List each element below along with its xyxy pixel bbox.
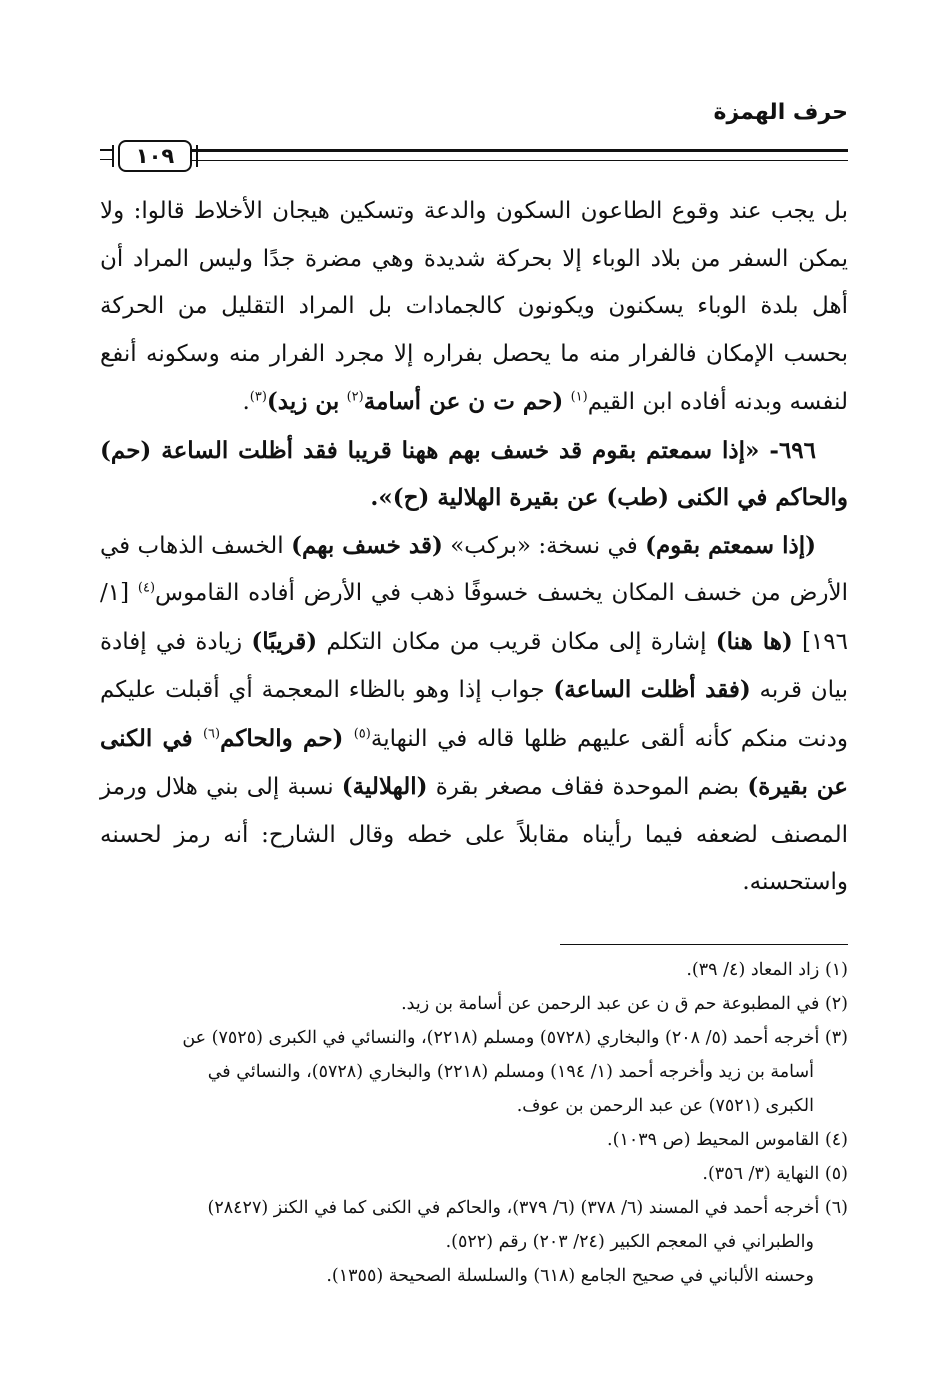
quoted-phrase: (إذا سمعتم بقوم) (645, 531, 817, 559)
header-rule-left-tick (100, 149, 112, 160)
footnote-3-continued: أسامة بن زيد وأخرجه أحمد (١/ ١٩٤) ومسلم (٢٢١٨) والبخاري (٥٧٢٨)، والنسائي في (207, 1062, 814, 1082)
running-title: حرف الهمزة (713, 100, 848, 125)
paragraph-hadith-commentary (100, 522, 848, 907)
source-citation: (حم والحاكم (220, 724, 354, 752)
main-text (100, 188, 848, 907)
footnote-separator (560, 944, 848, 945)
source-citation-end: في الكنى عن بقيرة) (100, 724, 848, 800)
footnote-ref-3[interactable]: (٣) (249, 389, 267, 405)
source-citation: (حم ت ن عن أسامة (363, 388, 564, 415)
footnote-1: (١) زاد المعاد (٤/ ٣٩). (686, 960, 848, 980)
text-run: بضم الموحدة فقاف مصغر بقرة (427, 774, 748, 800)
footnote-ref-4[interactable]: (٤) (137, 580, 156, 596)
footnote-ref-5[interactable]: (٥) (353, 725, 371, 741)
footnote-ref-6[interactable]: (٦) (202, 725, 221, 741)
page-number: ١٠٩ (118, 140, 192, 172)
period: . (242, 389, 250, 415)
text-run: نسبة إلى بني هلال ورمز المصنف لضعفه فيما رأيناه مقابلاً على خطه وقال الشارح: أنه رمز لحسنه واستحسنه. (100, 774, 848, 895)
header-double-rule (192, 149, 848, 161)
footnote-2: (٢) في المطبوعة حم ق ن عن عبد الرحمن عن أسامة بن زيد. (401, 994, 848, 1014)
text-run: في نسخة: «بركب» (442, 532, 646, 559)
quoted-phrase: (ها هنا) (715, 627, 793, 655)
footnote-3-continued: الكبرى (٧٥٢١) عن عبد الرحمن بن عوف. (516, 1096, 814, 1116)
quoted-phrase: (قريبًا) (251, 627, 318, 655)
text-run: إشارة إلى مكان قريب من مكان التكلم (317, 628, 716, 655)
quoted-phrase: (الهلالية) (341, 773, 428, 800)
header-rule (100, 140, 848, 170)
text-run: [١/ ١٩٦] (100, 580, 848, 655)
text-line: بحسب الإمكان فالفرار منه ما يحصل بفراره إلا مجرد الفرار منه وسكونه أنفع (100, 340, 848, 367)
footnote-6-continued: والطبراني في المعجم الكبير (٢٤/ ٢٠٣) رقم (٥٢٢). (445, 1232, 814, 1252)
footnote-6: (٦) أخرجه أحمد في المسند (٦/ ٣٧٨) (٦/ ٣٧٩)، والحاكم في الكنى كما في الكنز (٢٨٤٢٧) (207, 1198, 848, 1218)
footnote-ref-1[interactable]: (١) (570, 389, 588, 405)
footnote-ref-2[interactable]: (٢) (346, 389, 364, 405)
text-line: لنفسه وبدنه أفاده ابن القيم (587, 389, 848, 415)
footnote-3: (٣) أخرجه أحمد (٥/ ٢٠٨) والبخاري (٥٧٢٨) ومسلم (٢٢١٨)، والنسائي في الكبرى (٧٥٢٥) عن (182, 1028, 848, 1048)
quoted-phrase: (قد خسف بهم) (291, 531, 443, 559)
paragraph-plague-commentary (100, 188, 848, 427)
quoted-phrase: (فقد أظلت الساعة) (553, 676, 751, 703)
footnote-4: (٤) القاموس المحيط (ص ١٠٣٩). (607, 1130, 848, 1150)
text-line: يمكن السفر من بلاد الوباء إلا بحركة شديدة وهي مضرة جدًا وليس المراد أن (100, 245, 848, 272)
text-line: أهل بلدة الوباء يسكنون ويكونون كالجمادات بل المراد التقليل من الحركة (100, 293, 848, 319)
hadith-696: ٦٩٦- «إذا سمعتم بقوم قد خسف بهم ههنا قريبا فقد أظلت الساعة (حم) والحاكم في الكنى (طب) عن بقيرة الهلالية (ح)». (100, 436, 848, 511)
text-run: الخسف الذهاب في الأرض من خسف المكان يخسف خسوفًا ذهب في الأرض أفاده القاموس (100, 532, 848, 606)
text-run: جواب إذا وهو بالظاء المعجمة أي أقبلت عليكم ودنت منكم كأنه ألقى عليهم ظلها قاله في النهاية (100, 677, 849, 752)
footnote-5: (٥) النهاية (٣/ ٣٥٦). (702, 1164, 848, 1184)
footnote-6-continued: وحسنه الألباني في صحيح الجامع (٦١٨) والسلسلة الصحيحة (١٣٥٥). (326, 1266, 814, 1286)
source-citation-end: بن زيد) (266, 388, 340, 415)
text-line: بل يجب عند وقوع الطاعون السكون والدعة وتسكين هيجان الأخلاط قالوا: ولا (100, 198, 848, 224)
footnotes (100, 953, 848, 1293)
text-run: زيادة في إفادة بيان قربه (100, 628, 848, 703)
